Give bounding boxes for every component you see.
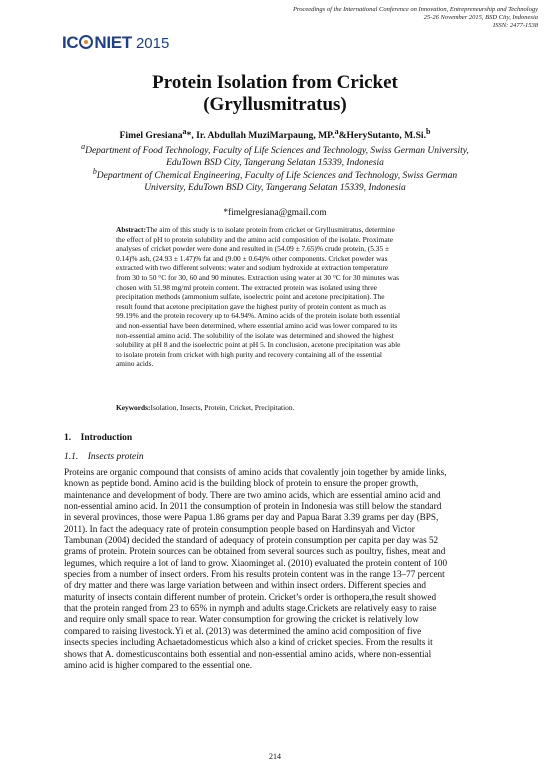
- body-line: compared to raising livestock.Yi et al. (2013) was determined the amino acid composition of five: [64, 625, 422, 636]
- conference-logo: [62, 33, 169, 53]
- subsection-title: Insects protein: [87, 452, 144, 462]
- body-line: 2011). In fact the adequacy rate of protein consumption people based on Hardinsyah and Victor: [64, 523, 415, 534]
- paper-title: Protein Isolation from Cricket: [152, 72, 398, 93]
- author-name: Ir. Abdullah MuziMarpaung, MP.: [196, 130, 335, 142]
- abstract-line: chosen with 51.98 mg/ml protein content. The extracted protein was isolated using three: [116, 282, 377, 292]
- affiliation-line: Department of Food Technology, Faculty of Life Sciences and Technology, Swiss German University,: [85, 146, 469, 157]
- affiliation-b: [60, 166, 490, 194]
- abstract-label: Abstract:: [116, 225, 146, 234]
- proceedings-line: Proceedings of the International Conference on Innovation, Entrepreneurship and Technology: [292, 6, 538, 13]
- body-line: insects species including Achaetadomesticus which also a kind of cricket species. From the results it: [64, 637, 433, 648]
- body-line: amino acid is higher compared to the essential one.: [64, 659, 253, 670]
- abstract-line: and non-essential have been determined, where essential amino acid was lower compared to its: [116, 320, 398, 330]
- keywords-label: Keywords:: [116, 403, 151, 412]
- proceedings-line: 25-26 November 2015, BSD City, Indonesia: [423, 14, 538, 22]
- body-line: species from a number of insect orders. From his results protein content was in the range 13–77 percent: [64, 569, 445, 580]
- author-list: [0, 127, 550, 141]
- abstract-line: the effect of pH to protein solubility and the amino acid composition of the isolate. Proximate: [116, 234, 393, 244]
- abstract-line: 0.14)% ash, (24.93 ± 1.47)% fat and (9.00 ± 0.64)% other components. Cricket powder was: [116, 253, 388, 263]
- author-name: &HerySutanto, M.Si.: [338, 130, 426, 142]
- body-line: maintenance and development of body. There are two amino acids, which are essential amino acid and: [64, 489, 441, 500]
- body-line: legumes, which require a lot of land to grow. Xiaominget al. (2010) evaluated the protein content of 100: [64, 557, 448, 568]
- abstract-line: to isolate protein from cricket with high purity and recovery containing all of the essential: [116, 349, 382, 359]
- logo-circle-icon: [79, 35, 93, 49]
- subsection-number: 1.1.: [64, 452, 79, 462]
- author-corresponding-mark: *,: [186, 130, 197, 142]
- body-line: non-essential amino acid. In 2011 the consumption of protein in Indonesia was still below the standard: [64, 501, 442, 512]
- affiliation-mark: a: [81, 142, 86, 151]
- section-heading: [64, 433, 132, 443]
- affiliation-line: Department of Chemical Engineering, Faculty of Life Sciences and Technology, Swiss German: [96, 171, 458, 182]
- abstract-line: 99.19% and the protein recovery up to 64.94%. Amino acids of the protein isolate both essential: [116, 311, 401, 321]
- keywords: [116, 403, 434, 412]
- abstract-line: result found that acetone precipitation gave the highest purity of protein content as much as: [116, 301, 387, 311]
- logo-year: 2015: [135, 35, 170, 52]
- abstract-line: from 30 to 50 °C for 30, 60 and 90 minutes. Extraction using water at 30 °C for 30 minutes was: [116, 272, 400, 282]
- body-line: shows that A. domesticuscontains both essential and non-essential amino acids, where non-essential: [64, 648, 432, 659]
- body-line: that the protein ranged from 23 to 65% in nymph and adults stage.Crickets are relatively easy to raise: [64, 603, 437, 614]
- body-line: Tambunan (2004) decided the standard of adequacy of protein consumption per capita per day was 52: [64, 535, 439, 546]
- abstract-line: extracted with two different solvents: water and sodium hydroxide at extraction temperature: [116, 263, 389, 273]
- affiliation-mark: b: [92, 167, 97, 176]
- abstract-line: amino acids.: [116, 359, 154, 369]
- proceedings-info: [158, 6, 538, 31]
- section-number: 1.: [64, 433, 72, 443]
- body-line: known as peptide bond. Amino acid is the building block of protein to ensure the proper growth,: [64, 478, 419, 489]
- affiliation-line: University, EduTown BSD City, Tangerang Selatan 15339, Indonesia: [144, 183, 406, 194]
- proceedings-line: ISSN: 2477-1538: [493, 22, 538, 30]
- author-affil-mark: a: [182, 127, 187, 136]
- body-text: [64, 467, 485, 671]
- abstract-line: The aim of this study is to isolate protein from cricket or Gryllusmitratus, determine: [145, 225, 395, 234]
- corresponding-email: *fimelgresiana@gmail.com: [223, 208, 327, 218]
- abstract-line: non-essential amino acid. The solubility of the isolate was determined and showed the highest: [116, 330, 394, 340]
- keywords-text: Isolation, Insects, Protein, Cricket, Precipitation.: [150, 403, 295, 412]
- abstract-line: precipitation methods (ammonium sulfate, isoelectric point and acetone precipitation). The: [116, 292, 385, 302]
- affiliation-a: [60, 141, 490, 169]
- logo-text-after: NIET: [94, 33, 132, 52]
- author-affil-mark: a: [334, 127, 339, 136]
- paper-title-line-2: (Gryllusmitratus): [203, 94, 347, 115]
- body-line: and require only small space to rear. Water consumption for growing the cricket is relatively low: [64, 614, 419, 625]
- body-line: in several provinces, those were Papua 1.86 grams per day and Papua Barat 3.39 grams per day (BPS,: [64, 512, 439, 523]
- body-line: of dry matter and there was large variation between and within insect orders. Different species and: [64, 580, 426, 591]
- author-name: Fimel Gresiana: [119, 130, 183, 142]
- body-line: Proteins are organic compound that consists of amino acids that covalently join together by amide links,: [64, 467, 447, 477]
- page-number: 214: [269, 752, 281, 761]
- abstract-line: solubility at pH 8 and the isoelectric point at pH 5. In conclusion, acetone precipitation was able: [116, 340, 401, 350]
- body-line: grams of protein. Protein sources can be obtained from several sources such as poultry, fishes, meat and: [64, 546, 446, 557]
- subsection-heading: [64, 452, 144, 462]
- author-affil-mark: b: [425, 127, 431, 136]
- abstract: [116, 225, 434, 369]
- section-title: Introduction: [80, 433, 133, 443]
- body-line: maturity of insects contain different number of protein. Cricket’s order is orthopera,the result showed: [64, 591, 437, 602]
- abstract-line: analyses of cricket powder were done and resulted in (54.09 ± 7.65)% crude protein, (5.35 ±: [116, 244, 390, 254]
- logo-text: IC: [62, 33, 79, 52]
- affiliation-line: EduTown BSD City, Tangerang Selatan 15339, Indonesia: [166, 158, 384, 169]
